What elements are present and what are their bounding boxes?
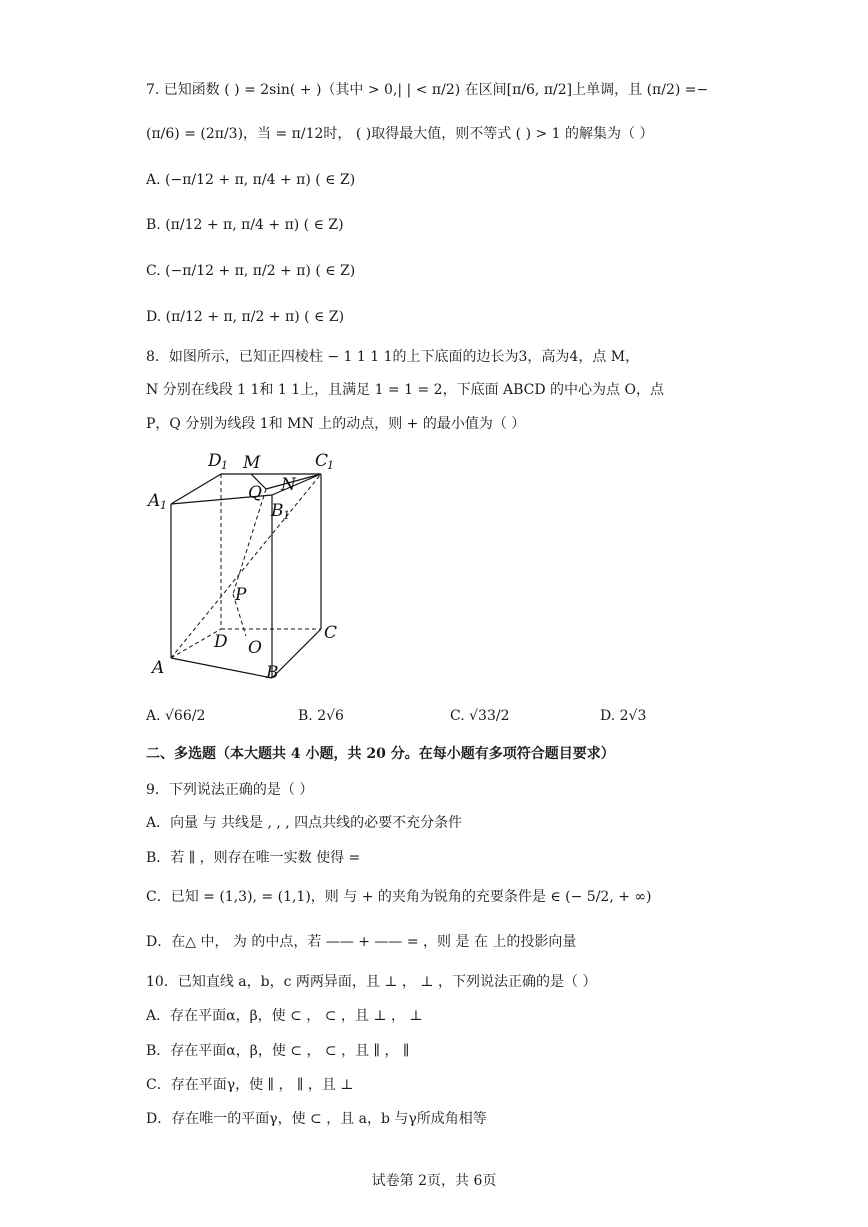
q8-line-1: 8．如图所示，已知正四棱柱 − 1 1 1 1的上下底面的边长为3，高为4，点 M， xyxy=(146,349,640,365)
q9-option-c: C．已知 = (1,3), = (1,1)，则 与 + 的夹角为锐角的充要条件是 ∈ (− 5/2, + ∞) xyxy=(146,889,652,905)
prism-figure xyxy=(140,446,350,686)
q8-option-c: C. √33/2 xyxy=(450,708,510,724)
q7-line-1: 7. 已知函数 ( ) = 2sin( + )（其中 > 0,| | < π/2) 在区间[π/6, π/2]上单调，且 (π/2) =− xyxy=(146,82,709,98)
label-A: A xyxy=(152,658,165,678)
page-footer: 试卷第 2页，共 6页 xyxy=(371,1173,497,1189)
q8-option-a: A. √66/2 xyxy=(146,708,206,724)
label-D1: D xyxy=(208,451,222,471)
label-A1: A xyxy=(148,491,161,511)
q8-option-b: B. 2√6 xyxy=(298,708,344,724)
label-O: O xyxy=(248,638,262,658)
q7-line-2: (π/6) = (2π/3)，当 = π/12时， ( )取得最大值，则不等式 ( ) > 1 的解集为（ ） xyxy=(146,126,654,142)
label-B1: B xyxy=(271,501,284,521)
q8-line-3: P，Q 分别为线段 1和 MN 上的动点，则 + 的最小值为（ ） xyxy=(146,416,526,432)
section-2-heading: 二、多选题（本大题共 4 小题，共 20 分。在每小题有多项符合题目要求） xyxy=(146,746,615,762)
label-P: P xyxy=(235,585,247,605)
label-B: B xyxy=(266,663,279,683)
q10-option-d: D．存在唯一的平面γ，使 ⊂ ，且 a，b 与γ所成角相等 xyxy=(146,1111,487,1127)
q8-line-2: N 分别在线段 1 1和 1 1上，且满足 1 = 1 = 2，下底面 ABCD 的中心为点 O，点 xyxy=(146,382,664,398)
q7-option-d: D. (π/12 + π, π/2 + π) ( ∈ Z) xyxy=(146,309,345,325)
label-C1-sub: 1 xyxy=(327,459,334,472)
label-D1-sub: 1 xyxy=(221,459,228,472)
label-D: D xyxy=(214,632,228,652)
q10-stem: 10．已知直线 a，b，c 两两异面，且 ⊥ ， ⊥ ，下列说法正确的是（ ） xyxy=(146,974,597,990)
label-A1-sub: 1 xyxy=(160,499,167,512)
label-N: N xyxy=(281,475,296,495)
q7-option-c: C. (−π/12 + π, π/2 + π) ( ∈ Z) xyxy=(146,263,356,279)
q7-option-a: A. (−π/12 + π, π/4 + π) ( ∈ Z) xyxy=(146,172,356,188)
label-C: C xyxy=(324,623,338,643)
q9-stem: 9．下列说法正确的是（ ） xyxy=(146,782,314,798)
q8-option-d: D. 2√3 xyxy=(600,708,647,724)
q10-option-c: C．存在平面γ，使 ∥ ， ∥ ，且 ⊥ xyxy=(146,1077,354,1093)
q10-option-b: B．存在平面α，β，使 ⊂ ， ⊂ ，且 ∥ ， ∥ xyxy=(146,1043,410,1059)
q7-option-b: B. (π/12 + π, π/4 + π) ( ∈ Z) xyxy=(146,217,344,233)
q9-option-a: A．向量 与 共线是 , , , 四点共线的必要不充分条件 xyxy=(146,815,463,831)
q10-option-a: A．存在平面α，β，使 ⊂ ， ⊂ ，且 ⊥ ， ⊥ xyxy=(146,1008,423,1024)
q9-option-b: B．若 ∥ ，则存在唯一实数 使得 = xyxy=(146,850,361,866)
label-C1: C xyxy=(315,451,329,471)
label-M: M xyxy=(243,453,261,473)
q9-option-d: D．在△ 中， 为 的中点，若 —— + —— = ，则 是 在 上的投影向量 xyxy=(146,934,577,950)
label-B1-sub: 1 xyxy=(283,509,290,522)
label-Q: Q xyxy=(248,483,262,503)
